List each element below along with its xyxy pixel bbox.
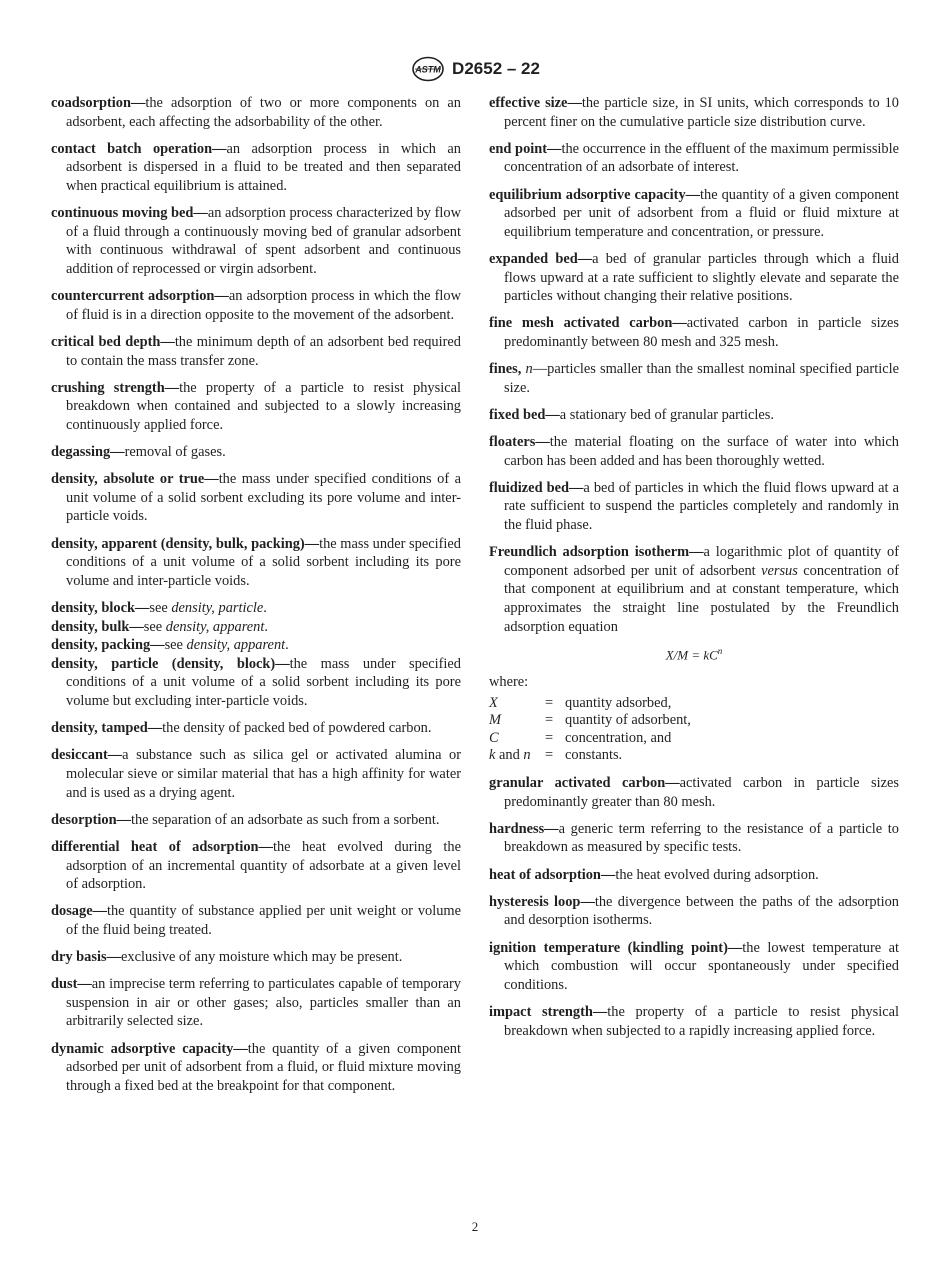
entry-definition: activated carbon in particle sizes predominantly greater than 80 mesh. — [504, 775, 899, 810]
glossary-entry — [489, 186, 899, 242]
symbol-n: n — [523, 747, 531, 764]
entry-definition: the heat evolved during the adsorption of an incremental quantity of adsorbate at a given level of adsorption. — [66, 838, 461, 893]
variable-symbol — [489, 747, 545, 765]
entry-definition: the property of a particle to resist physical breakdown when contained and subjected to a slowly increasing continuously applied force. — [66, 379, 462, 433]
variable-symbol: M — [489, 712, 501, 729]
entry-term: Freundlich adsorption isotherm— — [489, 544, 704, 561]
entry-term: fine mesh activated carbon— — [489, 315, 687, 332]
glossary-entry — [489, 94, 899, 131]
entry-term: dust— — [51, 976, 92, 993]
entry-definition: a stationary bed of granular particles. — [559, 406, 774, 423]
astm-logo-text: ASTM — [415, 64, 441, 75]
glossary-entry — [51, 838, 461, 894]
entry-term: fixed bed— — [489, 406, 560, 423]
entry-definition: the mass under specified conditions of a unit volume of a solid sorbent excluding its pore volume and inter-particle voids. — [66, 471, 461, 525]
glossary-entry — [51, 1040, 461, 1096]
entry-term: coadsorption— — [51, 95, 146, 111]
entry-term: contact batch operation— — [51, 140, 227, 157]
glossary-entry — [51, 443, 461, 462]
variable-row — [489, 695, 691, 713]
entry-emphasis: versus — [761, 562, 798, 579]
entry-term: countercurrent adsorption— — [51, 288, 229, 305]
freundlich-equation — [489, 642, 899, 665]
where-label: where: — [489, 674, 529, 691]
glossary-entry — [489, 866, 899, 885]
entry-cross-reference: density, apparent — [186, 637, 286, 654]
entry-term: differential heat of adsorption— — [51, 838, 273, 855]
entry-definition: see — [143, 618, 166, 635]
entry-term: dry basis— — [51, 949, 121, 966]
glossary-entry — [51, 94, 461, 131]
glossary-entry — [51, 636, 461, 655]
entry-term: granular activated carbon— — [489, 775, 680, 792]
entry-term: impact strength— — [489, 1003, 608, 1020]
glossary-entry — [51, 204, 461, 278]
entry-definition: the density of packed bed of powdered carbon. — [162, 720, 432, 737]
entry-term: density, tamped— — [51, 720, 163, 737]
entry-term: density, apparent (density, bulk, packing)— — [51, 535, 320, 552]
left-column — [51, 94, 461, 1104]
entry-term: dosage— — [51, 903, 107, 920]
glossary-entry — [51, 287, 461, 324]
entry-term: expanded bed— — [489, 250, 593, 267]
entry-definition: —particles smaller than the smallest nominal specified particle size. — [504, 361, 899, 396]
glossary-entry — [489, 893, 899, 930]
glossary-entry — [51, 719, 461, 738]
entry-definition: removal of gases. — [124, 444, 226, 461]
glossary-entry — [51, 811, 461, 830]
entry-definition: the lowest temperature at which combustion will occur spontaneously under specified conditions. — [504, 939, 899, 993]
glossary-entry — [489, 820, 899, 857]
entry-definition: the separation of an adsorbate as such from a sorbent. — [130, 811, 440, 828]
entry-definition: an adsorption process in which the flow of fluid is in a direction opposite to the movement of the adsorbent. — [66, 288, 461, 323]
entry-term: fluidized bed— — [489, 479, 584, 496]
entry-definition: see — [149, 600, 172, 616]
glossary-entry — [51, 975, 461, 1031]
entry-definition: an adsorption process characterized by flow of a fluid through a continuously moving bed of granular adsorbent with continuous withdrawal of spent adsorbent and continuous addition of reprocessed or virgin adsorbent. — [66, 205, 461, 277]
variable-row — [489, 730, 691, 748]
entry-tail: . — [263, 600, 267, 616]
glossary-entry — [489, 360, 899, 397]
glossary-entry — [51, 902, 461, 939]
entry-term: equilibrium adsorptive capacity— — [489, 186, 701, 203]
entry-part-of-speech: n — [525, 361, 533, 378]
glossary-entry — [51, 746, 461, 802]
page-header — [0, 56, 950, 82]
variable-row — [489, 747, 691, 765]
entry-term: end point— — [489, 140, 562, 157]
entry-definition: the divergence between the paths of the adsorption and desorption isotherms. — [504, 893, 899, 929]
symbol-k: k — [489, 747, 496, 764]
variable-definitions — [489, 695, 691, 765]
variable-description: quantity adsorbed, — [565, 694, 672, 711]
entry-term: density, packing— — [51, 637, 165, 654]
glossary-entry — [51, 333, 461, 370]
entry-definition: the material floating on the surface of water into which carbon has been added and has been thoroughly wetted. — [504, 434, 899, 469]
entry-cross-reference: density, apparent — [165, 618, 265, 635]
entry-definition: the adsorption of two or more components on an adsorbent, each affecting the adsorbability of the other. — [66, 95, 461, 130]
entry-term: density, particle (density, block)— — [51, 655, 290, 672]
entry-term: hysteresis loop— — [489, 893, 595, 910]
entry-definition: an adsorption process in which an adsorbent is dispersed in a fluid to be treated and then separated when practical equilibrium is attained. — [66, 140, 461, 194]
variable-equals: = — [545, 729, 554, 746]
entry-definition: a logarithmic plot of quantity of component adsorbed per unit of adsorbent — [504, 544, 899, 579]
entry-definition: a generic term referring to the resistance of a particle to breakdown as measured by specific tests. — [504, 820, 899, 856]
entry-definition: the mass under specified conditions of a unit volume of a solid sorbent including its pore volume but excluding inter-particle voids. — [66, 655, 461, 709]
entry-definition: the quantity of a given component adsorbed per unit of adsorbent from a fluid, or fluid mixture moving through a fixed bed at the breakpoint for that component. — [66, 1040, 461, 1094]
glossary-entry — [489, 433, 899, 470]
entry-term: desiccant— — [51, 747, 123, 764]
entry-term: degassing— — [51, 444, 125, 461]
entry-definition: activated carbon in particle sizes predominantly between 80 mesh and 325 mesh. — [504, 315, 899, 350]
entry-definition: see — [164, 637, 187, 654]
glossary-entry — [489, 479, 899, 535]
entry-tail: . — [264, 618, 268, 635]
entry-definition: the occurrence in the effluent of the maximum permissible concentration of an adsorbate of interest. — [504, 140, 900, 176]
standard-designation: D2652 – 22 — [452, 59, 540, 78]
glossary-entry — [489, 406, 899, 425]
right-column — [489, 94, 899, 1049]
entry-definition-continued: concentration of that component at equilibrium and at constant temperature, which approximates the straight line postulated by the Freundlich adsorption equation — [504, 562, 899, 635]
variable-description: constants. — [565, 747, 623, 764]
glossary-entry — [489, 939, 899, 995]
entry-term: ignition temperature (kindling point)— — [489, 939, 743, 956]
entry-term: dynamic adsorptive capacity— — [51, 1040, 248, 1057]
glossary-entry — [51, 599, 461, 618]
entry-definition: the particle size, in SI units, which corresponds to 10 percent finer on the cumulative particle size distribution curve. — [504, 95, 900, 130]
glossary-entry — [51, 379, 461, 435]
entry-definition: an imprecise term referring to particulates capable of temporary suspension in air or other gases; also, particles smaller than an arbitrarily selected size. — [66, 976, 461, 1030]
entry-definition: the property of a particle to resist physical breakdown when subjected to a rapidly increasing applied force. — [504, 1003, 899, 1039]
entry-definition: the quantity of a given component adsorbed per unit of adsorbent from a fluid or fluid mixture at equilibrium temperature and concentration, or pressure. — [504, 186, 899, 240]
entry-term: effective size— — [489, 95, 582, 111]
glossary-entry — [51, 948, 461, 967]
entry-definition: the heat evolved during adsorption. — [615, 866, 819, 883]
entry-term: crushing strength— — [51, 379, 180, 396]
symbol-and: and — [495, 747, 524, 764]
entry-definition: the mass under specified conditions of a unit volume of a solid sorbent including its pore volume and inter-particle voids. — [66, 535, 461, 589]
entry-term: heat of adsorption— — [489, 866, 616, 883]
glossary-entry — [51, 140, 461, 196]
variable-symbol: X — [489, 694, 498, 711]
variable-row — [489, 712, 691, 730]
glossary-entry — [51, 618, 461, 637]
glossary-entry — [489, 1003, 899, 1040]
equation-exponent: n — [717, 646, 723, 657]
variable-equals: = — [545, 747, 554, 764]
entry-term: fines, — [489, 361, 526, 378]
entry-term: hardness— — [489, 820, 559, 837]
variable-symbol: C — [489, 729, 499, 746]
glossary-entry — [489, 774, 899, 811]
glossary-entry — [51, 535, 461, 591]
page-number: 2 — [471, 1219, 479, 1234]
glossary-entry — [51, 655, 461, 711]
entry-term: critical bed depth— — [51, 333, 175, 350]
entry-definition: the minimum depth of an adsorbent bed required to contain the mass transfer zone. — [66, 333, 461, 369]
variable-equals: = — [545, 712, 554, 729]
glossary-entry — [489, 250, 899, 306]
glossary-entry — [51, 470, 461, 526]
entry-term: desorption— — [51, 811, 131, 828]
entry-tail: . — [285, 637, 289, 654]
freundlich-entry — [489, 543, 899, 636]
entry-term: density, bulk— — [51, 618, 144, 635]
entry-definition: the quantity of substance applied per unit weight or volume of the fluid being treated. — [66, 903, 461, 938]
entry-term: floaters— — [489, 434, 550, 451]
entry-cross-reference: density, particle — [171, 600, 264, 616]
equation-body: X/M = kC — [665, 647, 718, 663]
variable-equals: = — [545, 694, 554, 711]
glossary-entry — [489, 140, 899, 177]
entry-term: density, block— — [51, 600, 150, 616]
entry-term: continuous moving bed— — [51, 205, 208, 222]
entry-definition: a bed of granular particles through which a fluid flows upward at a rate sufficient to slightly elevate and separate the particles without changing their relative positions. — [504, 250, 900, 305]
entry-definition: a bed of particles in which the fluid flows upward at a rate sufficient to suspend the particles completely and randomly in the fluid phase. — [504, 479, 899, 534]
variable-description: quantity of adsorbent, — [565, 712, 691, 729]
entry-definition: a substance such as silica gel or activated alumina or molecular sieve or similar material that has a high affinity for water and is used as a drying agent. — [66, 747, 461, 801]
astm-logo-icon — [410, 56, 446, 82]
variable-description: concentration, and — [565, 729, 672, 746]
entry-term: density, absolute or true— — [51, 471, 219, 488]
entry-definition: exclusive of any moisture which may be present. — [120, 949, 403, 966]
glossary-entry — [489, 314, 899, 351]
